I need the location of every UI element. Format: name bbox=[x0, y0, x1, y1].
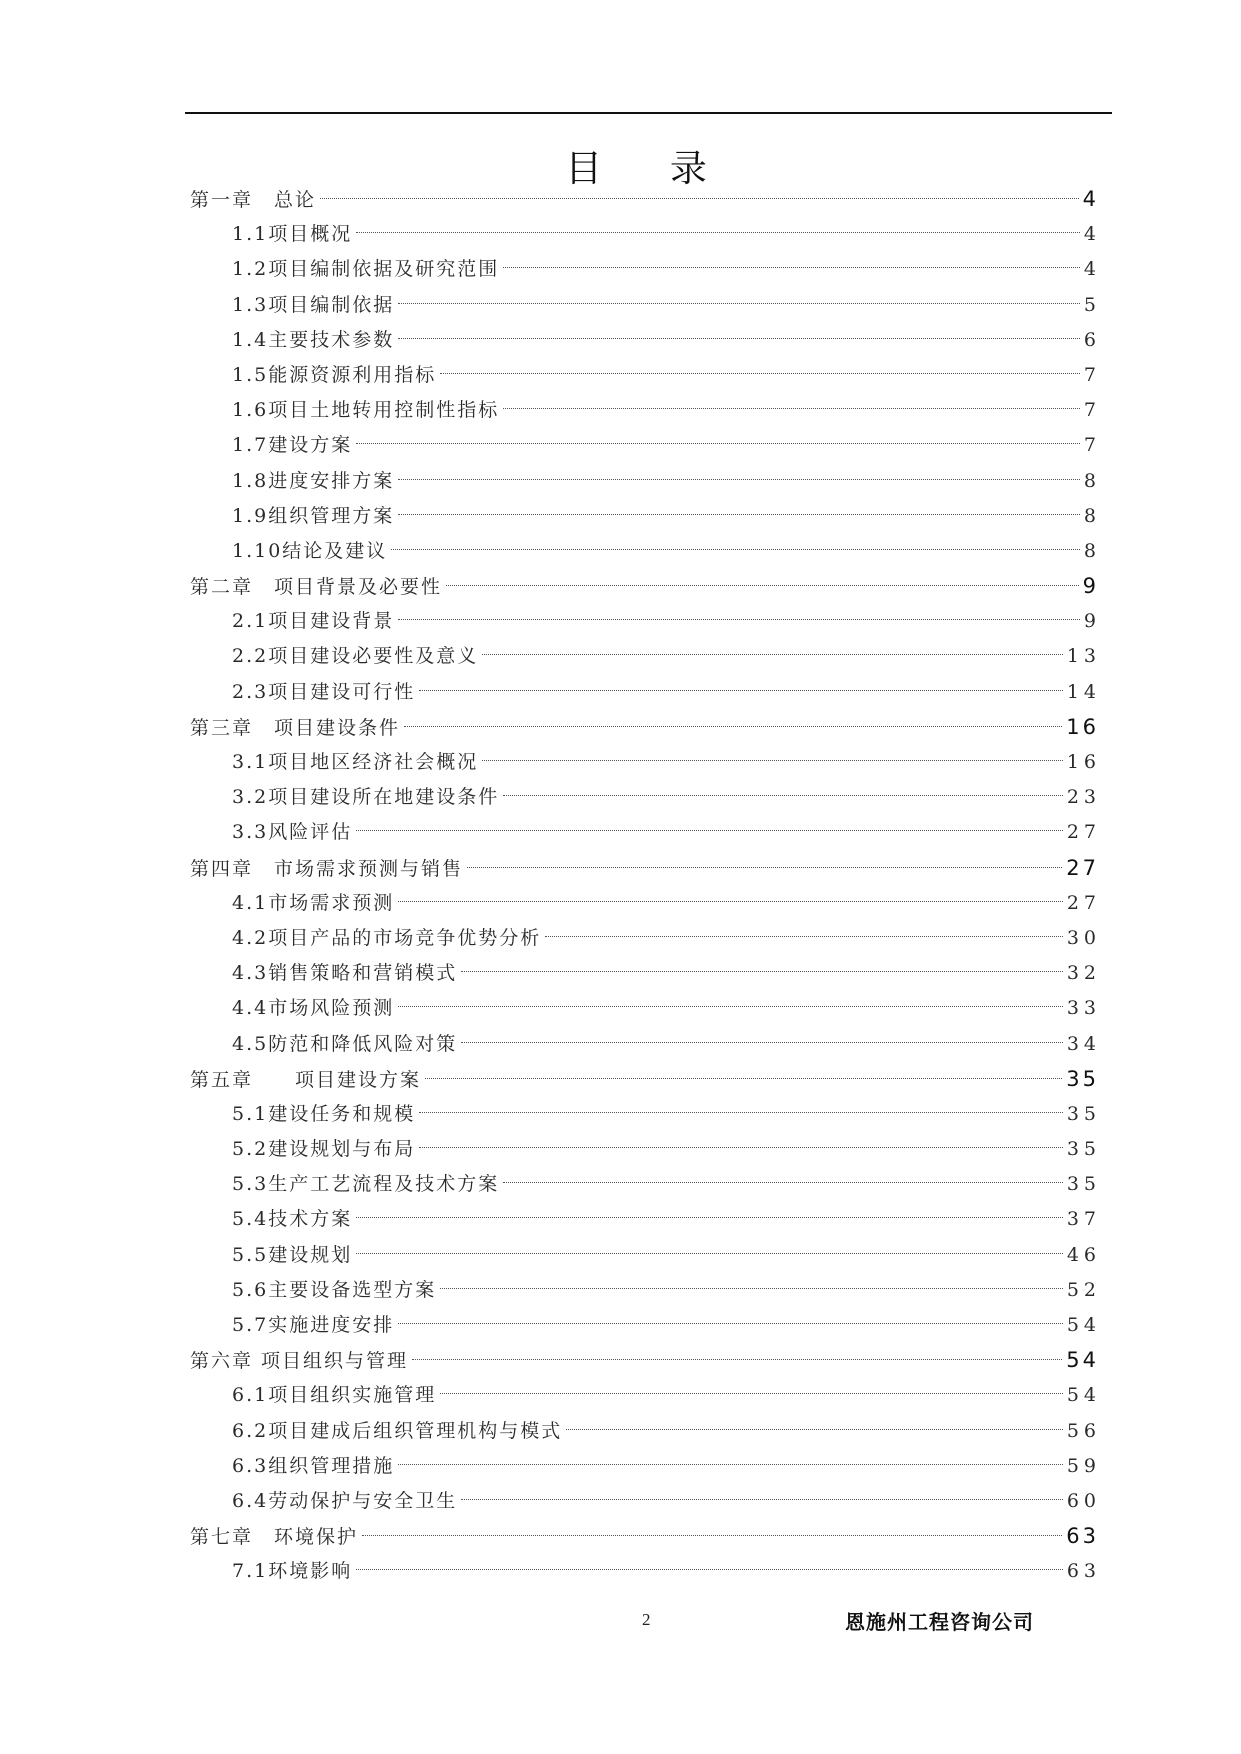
toc-entry-page: 4 bbox=[1082, 187, 1099, 211]
toc-dot-leader bbox=[398, 303, 1080, 304]
toc-entry-page: 7 bbox=[1083, 434, 1101, 457]
toc-dot-leader bbox=[440, 1393, 1063, 1394]
toc-entry-page: 54 bbox=[1066, 1348, 1099, 1373]
toc-chapter-entry[interactable] bbox=[190, 851, 1099, 886]
toc-section-entry[interactable] bbox=[190, 1308, 1101, 1343]
toc-entry-label: 4.3销售策略和营销模式 bbox=[232, 962, 458, 985]
toc-entry-label: 5.3生产工艺流程及技术方案 bbox=[232, 1173, 500, 1196]
header-rule bbox=[185, 112, 1112, 114]
toc-entry-page: 8 bbox=[1083, 539, 1101, 562]
toc-section-entry[interactable] bbox=[190, 1202, 1101, 1237]
toc-entry-page: 30 bbox=[1066, 926, 1101, 949]
toc-entry-label: 3.1项目地区经济社会概况 bbox=[232, 751, 479, 773]
toc-entry-page: 33 bbox=[1066, 997, 1101, 1020]
toc-entry-page: 5 bbox=[1083, 293, 1101, 316]
toc-entry-page: 13 bbox=[1066, 645, 1101, 668]
company-name: 恩施州工程咨询公司 bbox=[845, 1610, 1034, 1634]
toc-entry-label: 6.4劳动保护与安全卫生 bbox=[232, 1489, 458, 1512]
toc-entry-label: 第一章 总论 bbox=[190, 189, 317, 211]
toc-section-entry[interactable] bbox=[190, 1097, 1101, 1132]
toc-dot-leader bbox=[482, 760, 1063, 761]
toc-entry-label: 6.1项目组织实施管理 bbox=[232, 1384, 437, 1407]
toc-section-entry[interactable] bbox=[190, 288, 1101, 323]
toc-section-entry[interactable] bbox=[190, 639, 1101, 674]
toc-section-entry[interactable] bbox=[190, 323, 1101, 358]
toc-dot-leader bbox=[398, 901, 1063, 902]
toc-entry-label: 5.5建设规划 bbox=[232, 1243, 353, 1266]
toc-section-entry[interactable] bbox=[190, 428, 1101, 463]
toc-entry-label: 6.3组织管理措施 bbox=[232, 1454, 395, 1477]
toc-entry-page: 27 bbox=[1066, 891, 1101, 914]
toc-section-entry[interactable] bbox=[190, 1273, 1101, 1308]
toc-dot-leader bbox=[446, 585, 1079, 586]
toc-dot-leader bbox=[356, 830, 1063, 831]
toc-dot-leader bbox=[461, 1042, 1063, 1043]
toc-entry-label: 2.2项目建设必要性及意义 bbox=[232, 645, 479, 668]
toc-entry-page: 35 bbox=[1066, 1138, 1101, 1161]
toc-dot-leader bbox=[356, 1569, 1063, 1570]
toc-entry-label: 第二章 项目背景及必要性 bbox=[190, 576, 443, 599]
toc-dot-leader bbox=[356, 1217, 1063, 1218]
toc-section-entry[interactable] bbox=[190, 1238, 1101, 1273]
toc-entry-page: 7 bbox=[1083, 399, 1101, 422]
toc-entry-label: 1.9组织管理方案 bbox=[232, 504, 395, 527]
toc-chapter-entry[interactable] bbox=[190, 1062, 1099, 1097]
toc-entry-label: 7.1环境影响 bbox=[232, 1560, 353, 1583]
toc-section-entry[interactable] bbox=[190, 991, 1101, 1026]
toc-entry-page: 60 bbox=[1066, 1489, 1101, 1512]
toc-entry-page: 4 bbox=[1083, 258, 1101, 281]
toc-entry-page: 9 bbox=[1083, 610, 1101, 633]
toc-entry-page: 23 bbox=[1066, 786, 1101, 809]
toc-dot-leader bbox=[398, 1006, 1063, 1007]
toc-chapter-entry[interactable] bbox=[190, 569, 1099, 604]
toc-entry-page: 37 bbox=[1066, 1208, 1101, 1231]
toc-entry-label: 1.10结论及建议 bbox=[232, 539, 388, 562]
toc-entry-label: 1.1项目概况 bbox=[232, 223, 353, 246]
toc-section-entry[interactable] bbox=[190, 358, 1101, 393]
toc-section-entry[interactable] bbox=[190, 1554, 1101, 1589]
toc-entry-label: 1.6项目土地转用控制性指标 bbox=[232, 399, 500, 422]
page-title: 目 录 bbox=[565, 147, 735, 190]
toc-dot-leader bbox=[398, 338, 1080, 339]
toc-entry-label: 6.2项目建成后组织管理机构与模式 bbox=[232, 1419, 563, 1442]
toc-entry-label: 第三章 项目建设条件 bbox=[190, 716, 401, 739]
toc-dot-leader bbox=[398, 1464, 1063, 1465]
toc-entry-label: 第七章 环境保护 bbox=[190, 1526, 359, 1549]
toc-dot-leader bbox=[461, 971, 1063, 972]
toc-dot-leader bbox=[503, 1182, 1063, 1183]
toc-entry-label: 4.4市场风险预测 bbox=[232, 997, 395, 1020]
toc-entry-label: 3.3风险评估 bbox=[232, 821, 353, 844]
toc-dot-leader bbox=[440, 1288, 1063, 1289]
toc-entry-label: 1.2项目编制依据及研究范围 bbox=[232, 258, 500, 281]
toc-entry-page: 16 bbox=[1066, 751, 1101, 773]
toc-dot-leader bbox=[467, 867, 1062, 868]
toc-entry-page: 32 bbox=[1066, 962, 1101, 985]
toc-dot-leader bbox=[566, 1429, 1063, 1430]
toc-section-entry[interactable] bbox=[190, 1167, 1101, 1202]
toc-section-entry[interactable] bbox=[190, 499, 1101, 534]
toc-entry-label: 5.6主要设备选型方案 bbox=[232, 1278, 437, 1301]
toc-entry-page: 8 bbox=[1083, 469, 1101, 492]
toc-entry-page: 35 bbox=[1066, 1173, 1101, 1196]
toc-entry-label: 第四章 市场需求预测与销售 bbox=[190, 857, 464, 880]
toc-dot-leader bbox=[356, 232, 1080, 233]
toc-dot-leader bbox=[356, 443, 1080, 444]
toc-section-entry[interactable] bbox=[190, 393, 1101, 428]
toc-entry-page: 56 bbox=[1066, 1419, 1101, 1442]
toc-section-entry[interactable] bbox=[190, 745, 1101, 780]
toc-entry-label: 1.3项目编制依据 bbox=[232, 293, 395, 316]
toc-entry-page: 4 bbox=[1083, 223, 1101, 246]
toc-section-entry[interactable] bbox=[190, 956, 1101, 991]
toc-section-entry[interactable] bbox=[190, 1378, 1101, 1413]
toc-section-entry[interactable] bbox=[190, 1027, 1101, 1062]
toc-entry-page: 54 bbox=[1066, 1314, 1101, 1336]
toc-entry-page: 54 bbox=[1066, 1384, 1101, 1407]
toc-entry-page: 16 bbox=[1066, 714, 1099, 739]
toc-entry-page: 46 bbox=[1066, 1243, 1101, 1266]
toc-entry-label: 1.4主要技术参数 bbox=[232, 328, 395, 351]
toc-dot-leader bbox=[412, 1359, 1062, 1360]
toc-section-entry[interactable] bbox=[190, 1449, 1101, 1484]
toc-entry-label: 1.5能源资源利用指标 bbox=[232, 363, 437, 386]
toc-section-entry[interactable] bbox=[190, 1132, 1101, 1167]
toc-dot-leader bbox=[503, 795, 1063, 796]
toc-entry-label: 3.2项目建设所在地建设条件 bbox=[232, 786, 500, 809]
toc-entry-page: 14 bbox=[1066, 680, 1101, 703]
toc-entry-page: 7 bbox=[1083, 363, 1101, 386]
page-number: 2 bbox=[642, 1610, 651, 1629]
table-of-contents bbox=[190, 182, 1101, 1590]
toc-section-entry[interactable] bbox=[190, 886, 1101, 921]
toc-chapter-entry[interactable] bbox=[190, 182, 1099, 217]
toc-section-entry[interactable] bbox=[190, 1414, 1101, 1449]
toc-dot-leader bbox=[461, 1499, 1063, 1500]
toc-entry-page: 52 bbox=[1066, 1278, 1101, 1301]
toc-section-entry[interactable] bbox=[190, 921, 1101, 956]
toc-dot-leader bbox=[356, 1253, 1063, 1254]
toc-section-entry[interactable] bbox=[190, 675, 1101, 710]
toc-section-entry[interactable] bbox=[190, 815, 1101, 850]
toc-dot-leader bbox=[404, 726, 1062, 727]
toc-chapter-entry[interactable] bbox=[190, 710, 1099, 745]
toc-dot-leader bbox=[398, 619, 1080, 620]
toc-entry-label: 第五章 项目建设方案 bbox=[190, 1068, 422, 1091]
toc-dot-leader bbox=[545, 936, 1063, 937]
toc-entry-label: 5.4技术方案 bbox=[232, 1208, 353, 1231]
toc-dot-leader bbox=[391, 549, 1080, 550]
toc-section-entry[interactable] bbox=[190, 604, 1101, 639]
toc-entry-page: 27 bbox=[1066, 855, 1099, 880]
toc-chapter-entry[interactable] bbox=[190, 1343, 1099, 1378]
toc-entry-page: 63 bbox=[1066, 1560, 1101, 1583]
toc-entry-label: 2.1项目建设背景 bbox=[232, 610, 395, 633]
toc-entry-page: 35 bbox=[1066, 1066, 1099, 1091]
toc-dot-leader bbox=[503, 267, 1080, 268]
toc-dot-leader bbox=[425, 1078, 1062, 1079]
toc-section-entry[interactable] bbox=[190, 534, 1101, 569]
toc-dot-leader bbox=[362, 1535, 1062, 1536]
toc-entry-label: 4.1市场需求预测 bbox=[232, 891, 395, 914]
toc-section-entry[interactable] bbox=[190, 1484, 1101, 1519]
toc-entry-page: 8 bbox=[1083, 504, 1101, 527]
toc-dot-leader bbox=[440, 373, 1080, 374]
toc-entry-label: 4.5防范和降低风险对策 bbox=[232, 1032, 458, 1055]
toc-entry-label: 1.8进度安排方案 bbox=[232, 469, 395, 492]
toc-entry-label: 1.7建设方案 bbox=[232, 434, 353, 457]
toc-dot-leader bbox=[398, 514, 1080, 515]
toc-entry-page: 9 bbox=[1082, 574, 1099, 599]
toc-dot-leader bbox=[482, 654, 1063, 655]
toc-dot-leader bbox=[320, 198, 1079, 199]
toc-entry-page: 59 bbox=[1066, 1454, 1101, 1477]
toc-entry-page: 34 bbox=[1066, 1032, 1101, 1055]
toc-dot-leader bbox=[398, 1323, 1063, 1324]
toc-dot-leader bbox=[419, 690, 1063, 691]
toc-entry-page: 63 bbox=[1066, 1524, 1099, 1549]
toc-dot-leader bbox=[419, 1112, 1063, 1113]
toc-entry-page: 6 bbox=[1083, 328, 1101, 351]
toc-dot-leader bbox=[503, 408, 1080, 409]
toc-entry-label: 5.1建设任务和规模 bbox=[232, 1102, 416, 1125]
toc-entry-page: 35 bbox=[1066, 1102, 1101, 1125]
toc-entry-label: 第六章 项目组织与管理 bbox=[190, 1350, 409, 1373]
toc-entry-label: 4.2项目产品的市场竞争优势分析 bbox=[232, 926, 542, 949]
toc-section-entry[interactable] bbox=[190, 217, 1101, 252]
toc-chapter-entry[interactable] bbox=[190, 1519, 1099, 1554]
toc-entry-label: 2.3项目建设可行性 bbox=[232, 680, 416, 703]
toc-section-entry[interactable] bbox=[190, 464, 1101, 499]
toc-dot-leader bbox=[419, 1147, 1063, 1148]
toc-section-entry[interactable] bbox=[190, 780, 1101, 815]
toc-entry-label: 5.2建设规划与布局 bbox=[232, 1138, 416, 1161]
toc-dot-leader bbox=[398, 479, 1080, 480]
toc-entry-label: 5.7实施进度安排 bbox=[232, 1314, 395, 1336]
toc-entry-page: 27 bbox=[1066, 821, 1101, 844]
toc-section-entry[interactable] bbox=[190, 252, 1101, 287]
